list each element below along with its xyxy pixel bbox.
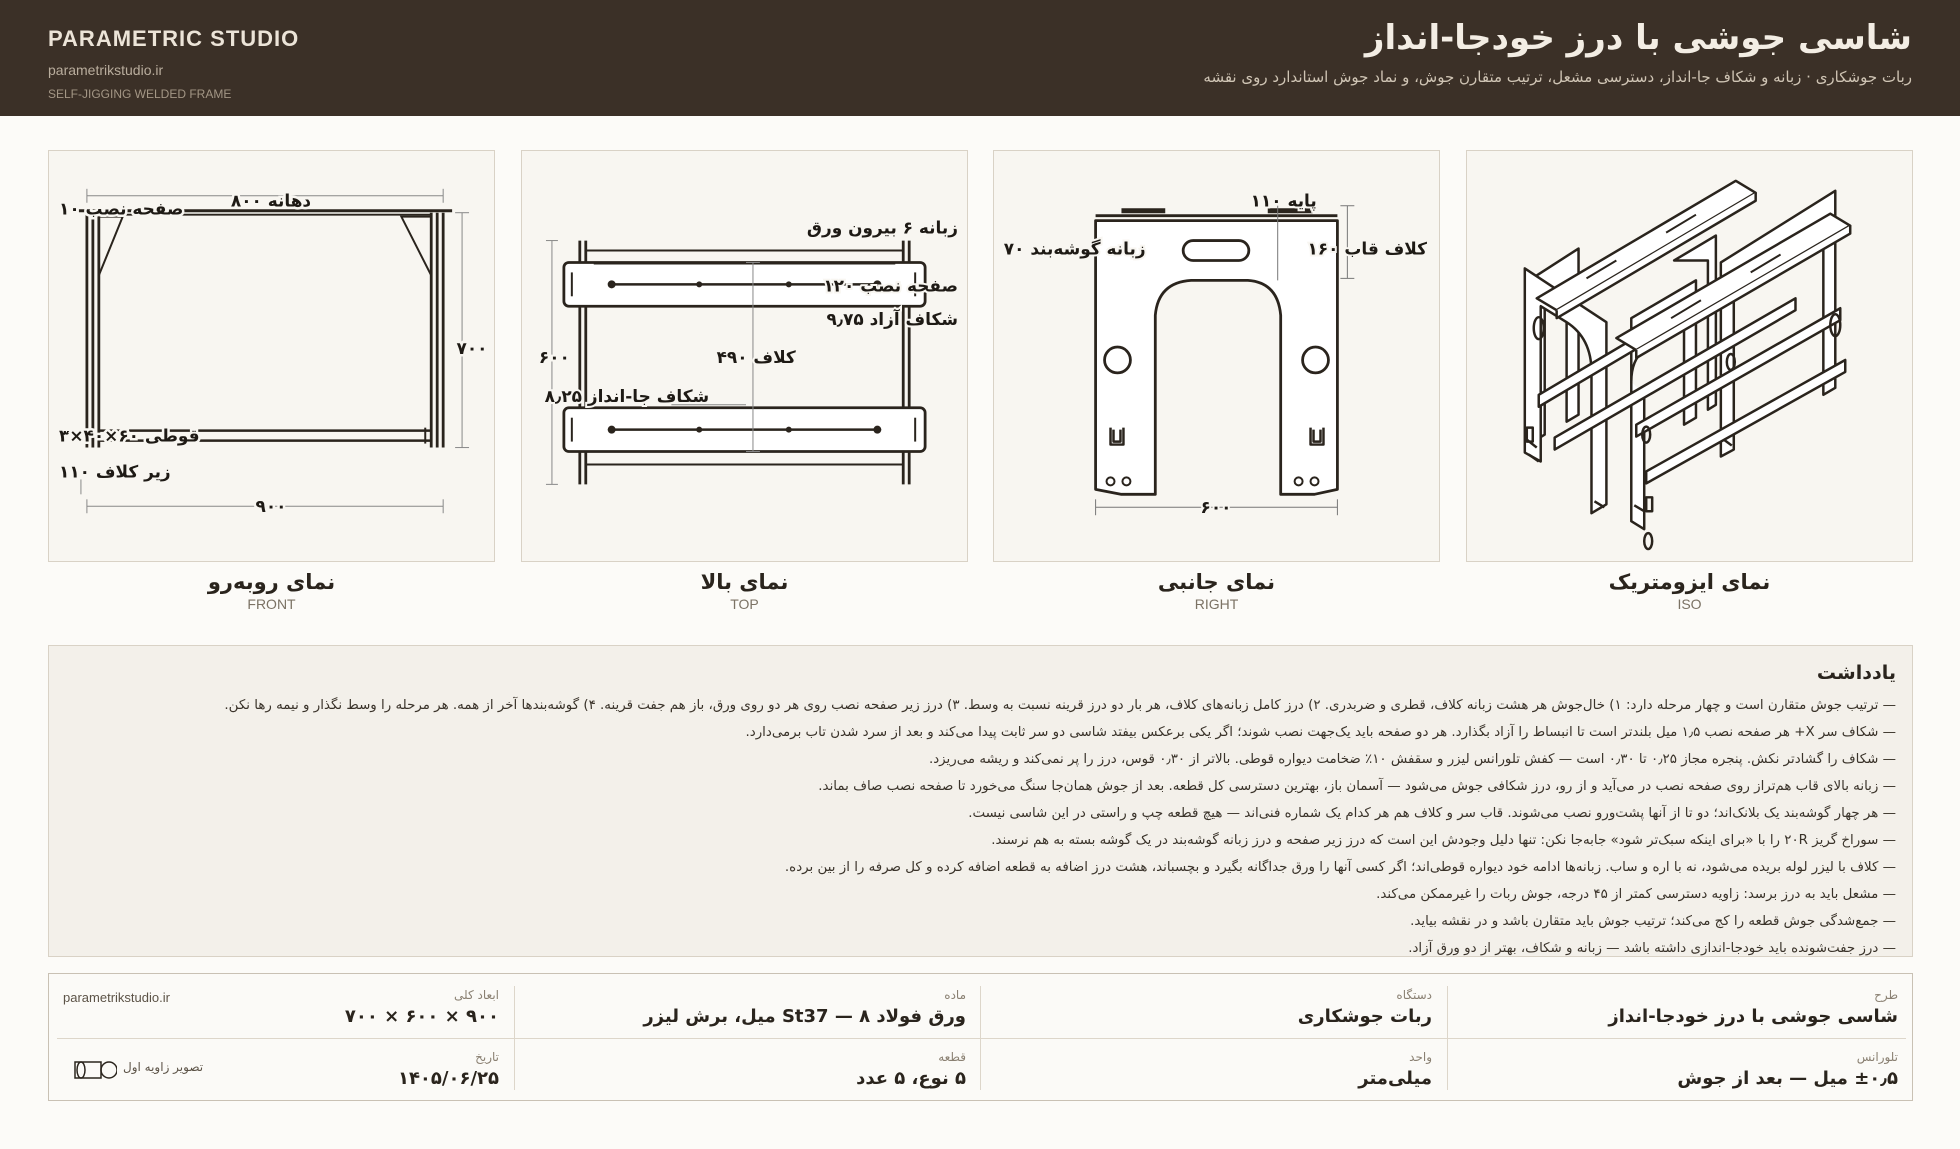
notes-panel <box>48 645 1913 957</box>
top-view-code: TOP <box>730 596 759 612</box>
front-view-drawing <box>49 151 494 561</box>
top-view-drawing <box>522 151 967 561</box>
note-line: — درز جفت‌شونده باید خودجا-اندازی داشته باشد — زبانه و شکاف، بهتر از دو ورق آزاد. <box>1408 941 1896 956</box>
design-label: طرح <box>1874 988 1898 1002</box>
top-view-panel <box>521 150 968 562</box>
material-cell <box>643 988 966 1027</box>
top-view-caption <box>521 570 968 612</box>
design-value: شاسی جوشی با درز خودجا-انداز <box>1608 1006 1898 1027</box>
front-view-caption <box>48 570 495 612</box>
device-label: دستگاه <box>1396 988 1432 1002</box>
right-dim-leg: پایه ۱۱۰ <box>1250 190 1317 211</box>
page-title: شاسی جوشی با درز خودجا-انداز <box>1364 18 1912 58</box>
right-dim-frame: کلاف قاب ۱۶۰ <box>1307 238 1427 259</box>
unit-cell <box>1358 1050 1432 1089</box>
device-value: ربات جوشکاری <box>1297 1006 1432 1027</box>
first-angle-projection-icon <box>73 1058 117 1082</box>
tolerance-value: ±۰٫۵ میل — بعد از جوش <box>1677 1068 1898 1089</box>
material-value: ورق فولاد St37 — ۸ میل، برش لیزر <box>643 1006 966 1027</box>
site-url[interactable]: parametrikstudio.ir <box>63 990 170 1005</box>
notes-title: یادداشت <box>1816 662 1896 684</box>
top-dim-depth: ۶۰۰ <box>538 346 570 367</box>
brand-tagline: SELF-JIGGING WELDED FRAME <box>48 87 232 101</box>
parts-label: قطعه <box>938 1050 966 1064</box>
tolerance-label: تلورانس <box>1856 1050 1898 1064</box>
dims-value: ۹۰۰ × ۶۰۰ × ۷۰۰ <box>344 1006 499 1027</box>
top-dim-jig-slot: شکاف جا-انداز ۸٫۲۵ <box>544 385 710 406</box>
title-block <box>48 973 1913 1101</box>
note-line: — جمع‌شدگی جوش قطعه را کج می‌کند؛ ترتیب جوش باید متقارن باشد و در نقشه بیاید. <box>1410 914 1896 929</box>
date-label: تاریخ <box>475 1050 499 1064</box>
dims-cell <box>345 988 499 1027</box>
note-line: — شکاف سر X+ هر صفحه نصب ۱٫۵ میل بلندتر است تا انبساط را آزاد بگذارد. هر دو صفحه باید یک‌جهت نصب شوند؛ اگر یکی برعکس بیفتد شاسی دو سر ثابت پیدا می‌کند و بعد از سرد شدن تاب برمی‌دارد. <box>745 725 1896 740</box>
iso-view-code: ISO <box>1677 596 1702 612</box>
note-line: — شکاف را گشادتر نکش. پنجره مجاز ۰٫۲۵ تا ۰٫۳۰ است — کفش تلورانس لیزر و سقفش ۱۰٪ ضخامت دیواره قوطی. بالاتر از ۰٫۳۰ قوس، درز را پر نمی‌کند و ریشه می‌ریزد. <box>928 752 1896 767</box>
front-view-title: نمای روبه‌رو <box>207 570 336 594</box>
top-dim-mount-plate: صفحه نصب ۱۲۰ <box>823 275 958 296</box>
unit-value: میلی‌متر <box>1358 1068 1432 1089</box>
note-line: — مشعل باید به درز برسد: زاویه دسترسی کمتر از ۴۵ درجه، جوش ربات را غیرممکن می‌کند. <box>1376 887 1896 902</box>
note-line: — زبانه بالای قاب هم‌تراز روی صفحه نصب در می‌آید و از رو، درز شکافی جوش می‌شود — آسمان باز، بهترین دسترسی کل قطعه. بعد از جوش همان‌جا سنگ می‌خورد تا صفحه نصب صاف بماند. <box>818 779 1896 794</box>
top-dim-tab-out: زبانه ۶ بیرون ورق <box>806 217 958 238</box>
front-view-panel <box>48 150 495 562</box>
iso-view-title: نمای ایزومتریک <box>1608 570 1771 594</box>
front-dim-mouth: دهانه ۸۰۰ <box>230 190 312 211</box>
front-dim-under-frame: زیر کلاف ۱۱۰ <box>59 461 171 482</box>
front-view-code: FRONT <box>247 596 296 612</box>
front-dim-brace: قوطی ۶۰×۴۰×۳ <box>59 425 200 446</box>
parts-cell <box>856 1050 966 1089</box>
note-line: — سوراخ گریز ۲۰R را با «برای اینکه سبک‌تر شود» جابه‌جا نکن: تنها دلیل وجودش این است که درز زیر صفحه و درز زبانه گوشه‌بند در یک گوشه بسته به هم نرسند. <box>991 833 1896 848</box>
note-line: — ترتیب جوش متقارن است و چهار مرحله دارد: ۱) خال‌جوش هر هشت زبانه کلاف، قطری و ضربدری. ۲) درز کامل زبانه‌های کلاف، هر بار دو درز قرینه نسبت به وسط. ۳) درز زیر صفحه نصب روی هر دو روی ورق، باز هم جفت قرینه. ۴) گوشه‌بندها آخر از همه. هر مرحله را وسط نگذار و نیمه رها نکن. <box>224 698 1896 713</box>
right-dim-width: ۶۰۰ <box>1200 497 1232 518</box>
right-view-title: نمای جانبی <box>1157 570 1276 594</box>
brand-url[interactable]: parametrikstudio.ir <box>48 62 164 78</box>
device-cell <box>1298 988 1432 1027</box>
iso-view-caption <box>1466 570 1913 612</box>
top-dim-frame: کلاف ۴۹۰ <box>716 346 796 367</box>
design-cell <box>1608 988 1898 1027</box>
front-dim-height: ۷۰۰ <box>456 338 488 359</box>
right-view-drawing <box>994 151 1439 561</box>
date-cell <box>398 1050 499 1089</box>
date-value: ۱۴۰۵/۰۶/۲۵ <box>397 1068 499 1089</box>
dims-label: ابعاد کلی <box>454 988 499 1002</box>
header-bar <box>0 0 1960 116</box>
projection-label: تصویر زاویه اول <box>123 1060 204 1074</box>
brand-name: PARAMETRIC STUDIO <box>48 26 300 51</box>
right-view-caption <box>993 570 1440 612</box>
iso-view-drawing <box>1467 151 1912 561</box>
front-dim-mount-plate: صفحه نصب ۱۰ <box>59 198 184 219</box>
right-dim-gusset-tab: زبانه گوشه‌بند ۷۰ <box>1003 238 1146 259</box>
tolerance-cell <box>1677 1050 1898 1089</box>
parts-value: ۵ نوع، ۵ عدد <box>856 1068 966 1089</box>
divider <box>57 1038 1906 1039</box>
page-subtitle: ربات جوشکاری · زبانه و شکاف جا-انداز، دسترسی مشعل، ترتیب متقارن جوش، و نماد جوش استاندارد روی نقشه <box>1203 68 1912 86</box>
top-dim-free-slot: شکاف آزاد ۹٫۷۵ <box>826 309 958 330</box>
top-view-title: نمای بالا <box>700 570 789 594</box>
right-view-code: RIGHT <box>1194 596 1239 612</box>
note-line: — کلاف با لیزر لوله بریده می‌شود، نه با اره و ساب. زبانه‌ها ادامه خود دیواره قوطی‌اند؛ اگر کسی آنها را ورق جداگانه بگیرد و بچسباند، هشت درز اضافه به قطعه اضافه کرده و کل صرفه را از بین برده. <box>784 860 1896 875</box>
unit-label: واحد <box>1409 1050 1432 1064</box>
right-view-panel <box>993 150 1440 562</box>
front-dim-width: ۹۰۰ <box>255 496 287 517</box>
iso-view-panel <box>1466 150 1913 562</box>
note-line: — هر چهار گوشه‌بند یک بلانک‌اند؛ دو تا از آنها پشت‌ورو نصب می‌شوند. قاب سر و کلاف هم هر کدام یک شماره فنی‌اند — هیچ قطعه چپ و راستی در این شاسی نیست. <box>968 806 1896 821</box>
material-label: ماده <box>944 988 966 1002</box>
